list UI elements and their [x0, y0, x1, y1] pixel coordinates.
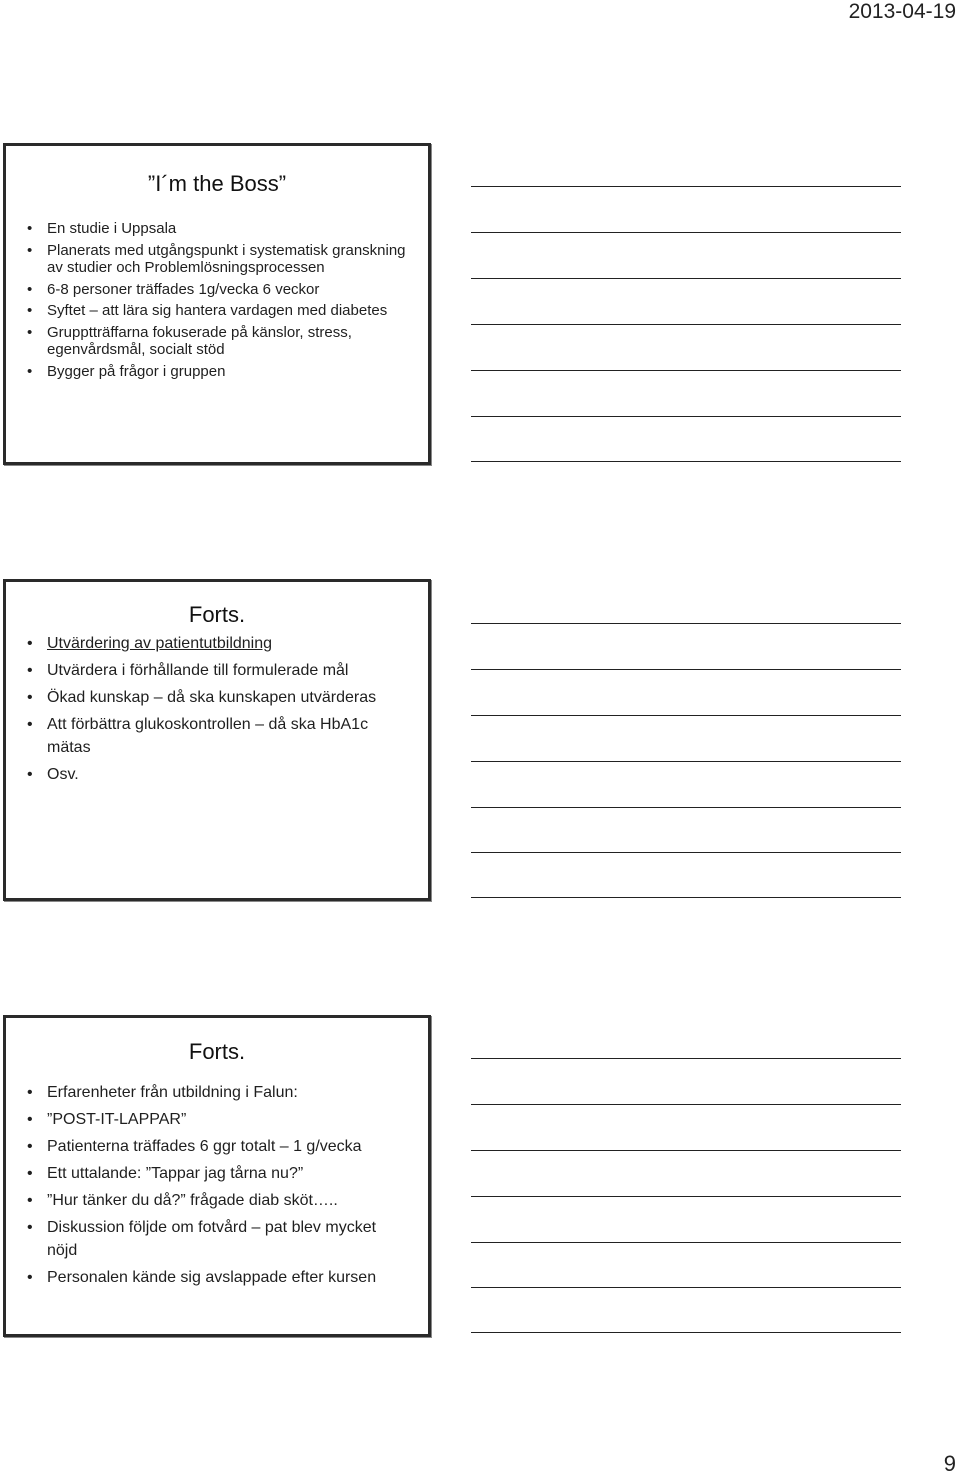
slide-1 [3, 143, 431, 465]
note-line [471, 324, 901, 325]
note-line [471, 1287, 901, 1288]
bullet-list [25, 632, 408, 786]
note-line [471, 1150, 901, 1151]
bullet-item: • Ett uttalande: ”Tappar jag tårna nu?” [25, 1162, 408, 1185]
bullet-item: • ”Hur tänker du då?” frågade diab sköt….. [25, 1189, 408, 1212]
bullet-item: • Osv. [25, 763, 408, 786]
bullet-item: • Bygger på frågor i gruppen [25, 363, 408, 381]
note-line [471, 761, 901, 762]
bullet-item: • Grupptträffarna fokuserade på känslor, stress, egenvårdsmål, socialt stöd [25, 324, 408, 359]
bullet-item: • Planerats med utgångspunkt i systematisk granskning av studier och Problemlösningsprocessen [25, 242, 408, 277]
slide-3 [3, 1015, 431, 1337]
note-line [471, 1104, 901, 1105]
page-number: 9 [943, 1451, 956, 1476]
note-line [471, 852, 901, 853]
note-line [471, 897, 901, 898]
slide-title: ”I´m the Boss” [147, 171, 287, 196]
bullet-item: • Patienterna träffades 6 ggr totalt – 1 g/vecka [25, 1135, 408, 1158]
note-line [471, 623, 901, 624]
note-line [471, 1196, 901, 1197]
page-date: 2013-04-19 [848, 0, 956, 23]
bullet-item: • Utvärdera i förhållande till formulerade mål [25, 659, 408, 682]
bullet-item: • 6-8 personer träffades 1g/vecka 6 veckor [25, 281, 408, 299]
bullet-item: • Syftet – att lära sig hantera vardagen med diabetes [25, 302, 408, 320]
note-line [471, 461, 901, 462]
note-line [471, 416, 901, 417]
note-line [471, 186, 901, 187]
bullet-item: • ”POST-IT-LAPPAR” [25, 1108, 408, 1131]
note-line [471, 278, 901, 279]
slide-title: Forts. [188, 1039, 246, 1064]
note-line [471, 1058, 901, 1059]
bullet-item: • Ökad kunskap – då ska kunskapen utvärderas [25, 686, 408, 709]
note-line [471, 1242, 901, 1243]
bullet-list [25, 1081, 408, 1289]
bullet-item: • Diskussion följde om fotvård – pat blev mycket nöjd [25, 1216, 408, 1262]
note-line [471, 669, 901, 670]
slide-title: Forts. [188, 602, 246, 627]
bullet-list [25, 220, 408, 380]
bullet-item: • Att förbättra glukoskontrollen – då ska HbA1c mätas [25, 713, 408, 759]
note-line [471, 807, 901, 808]
note-line [471, 370, 901, 371]
bullet-item: • Utvärdering av patientutbildning [25, 632, 408, 655]
slide-2 [3, 579, 431, 901]
bullet-item: • Erfarenheter från utbildning i Falun: [25, 1081, 408, 1104]
note-line [471, 715, 901, 716]
bullet-item: • Personalen kände sig avslappade efter kursen [25, 1266, 408, 1289]
note-line [471, 232, 901, 233]
bullet-item: • En studie i Uppsala [25, 220, 408, 238]
note-line [471, 1332, 901, 1333]
